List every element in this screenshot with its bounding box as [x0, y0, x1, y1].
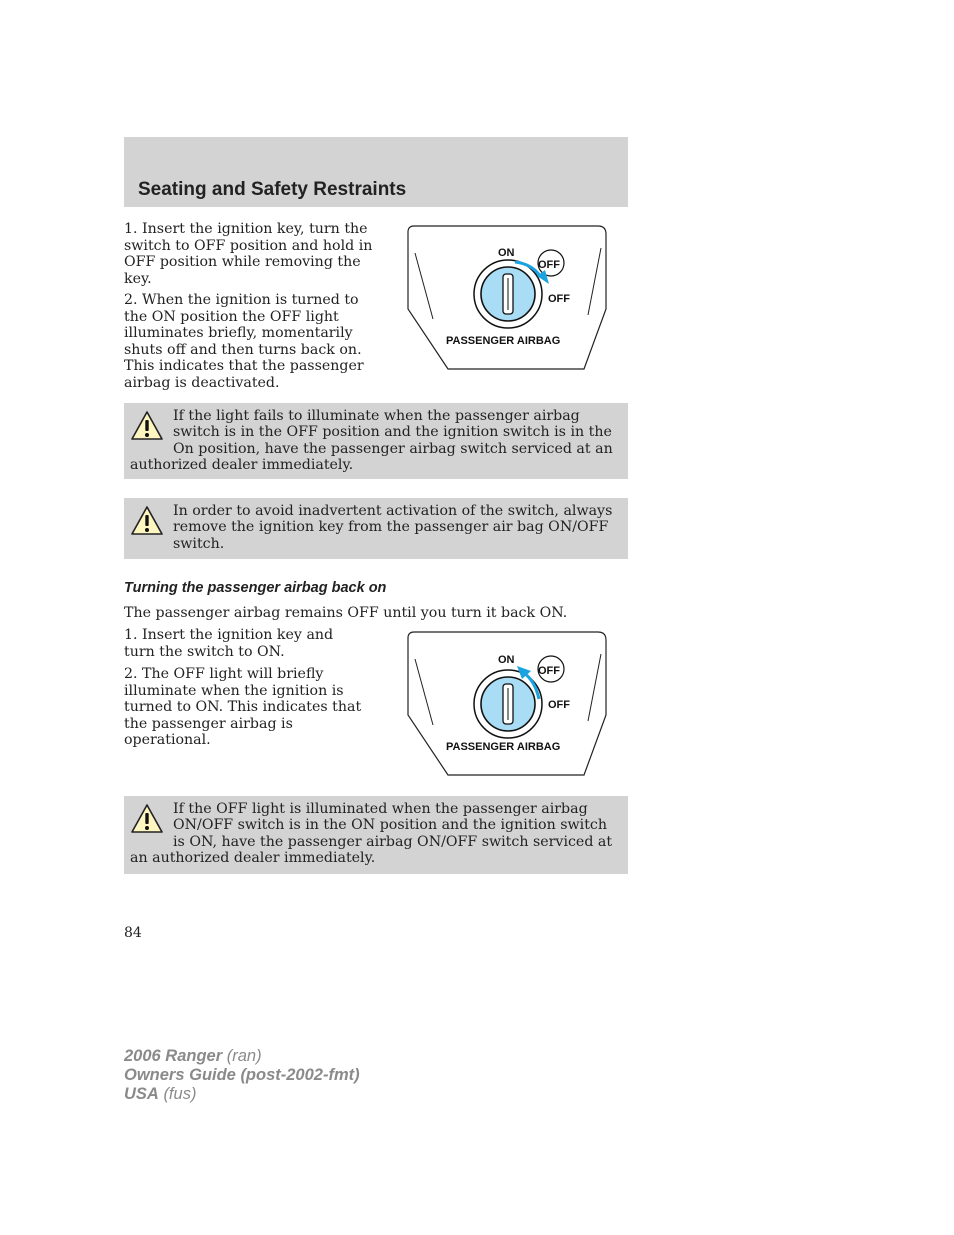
warning-box-3 — [124, 796, 628, 874]
warning-triangle-icon — [130, 505, 164, 537]
off-lamp-label: OFF — [538, 665, 560, 677]
diagram-caption: PASSENGER AIRBAG — [446, 741, 561, 753]
step-1-text: 1. Insert the ignition key, turn the switch to OFF position and hold in OFF position while removing the key. — [124, 221, 373, 287]
intro-text: The passenger airbag remains OFF until you turn it back ON. — [124, 605, 568, 621]
warning-text: If the OFF light is illuminated when the passenger airbag ON/OFF switch is in the ON position and the ignition switch is ON, have the passenger airbag ON/OFF switch serviced at an authorized dealer immediately. — [130, 801, 613, 867]
footer-line-3: USA (fus) — [124, 1085, 197, 1103]
airbag-switch-diagram-off — [404, 223, 610, 373]
section-title: Seating and Safety Restraints — [138, 179, 407, 200]
warning-triangle-icon — [130, 803, 164, 835]
step-1-text: 1. Insert the ignition key and turn the switch to ON. — [124, 627, 334, 660]
warning-triangle-icon — [130, 410, 164, 442]
warning-box-2 — [124, 498, 628, 559]
section-header — [124, 137, 628, 207]
footer-line-1: 2006 Ranger (ran) — [124, 1047, 262, 1065]
document-footer — [124, 1047, 360, 1104]
subsection-heading: Turning the passenger airbag back on — [124, 580, 387, 596]
page-number: 84 — [124, 925, 142, 941]
step-2-text: 2. The OFF light will briefly illuminate when the ignition is turned to ON. This indicates that the passenger airbag is operational. — [124, 666, 362, 748]
on-label: ON — [498, 654, 515, 666]
warning-text: If the light fails to illuminate when the passenger airbag switch is in the OFF position and the ignition switch is in the On position, have the passenger airbag switch serviced at an authorized dealer immediately. — [130, 408, 613, 474]
airbag-switch-diagram-on — [404, 629, 610, 779]
on-label: ON — [498, 247, 515, 259]
step-2-text: 2. When the ignition is turned to the ON position the OFF light illuminates briefly, momentarily shuts off and then turns back on. This indicates that the passenger airbag is deactivated. — [124, 292, 364, 391]
warning-box-1 — [124, 403, 628, 479]
off-lamp-label: OFF — [538, 259, 560, 271]
warning-text: In order to avoid inadvertent activation of the switch, always remove the ignition key from the passenger air bag ON/OFF switch. — [173, 503, 613, 552]
footer-line-2: Owners Guide (post-2002-fmt) — [124, 1066, 360, 1084]
off-label: OFF — [548, 699, 570, 711]
diagram-caption: PASSENGER AIRBAG — [446, 335, 561, 347]
off-label: OFF — [548, 293, 570, 305]
